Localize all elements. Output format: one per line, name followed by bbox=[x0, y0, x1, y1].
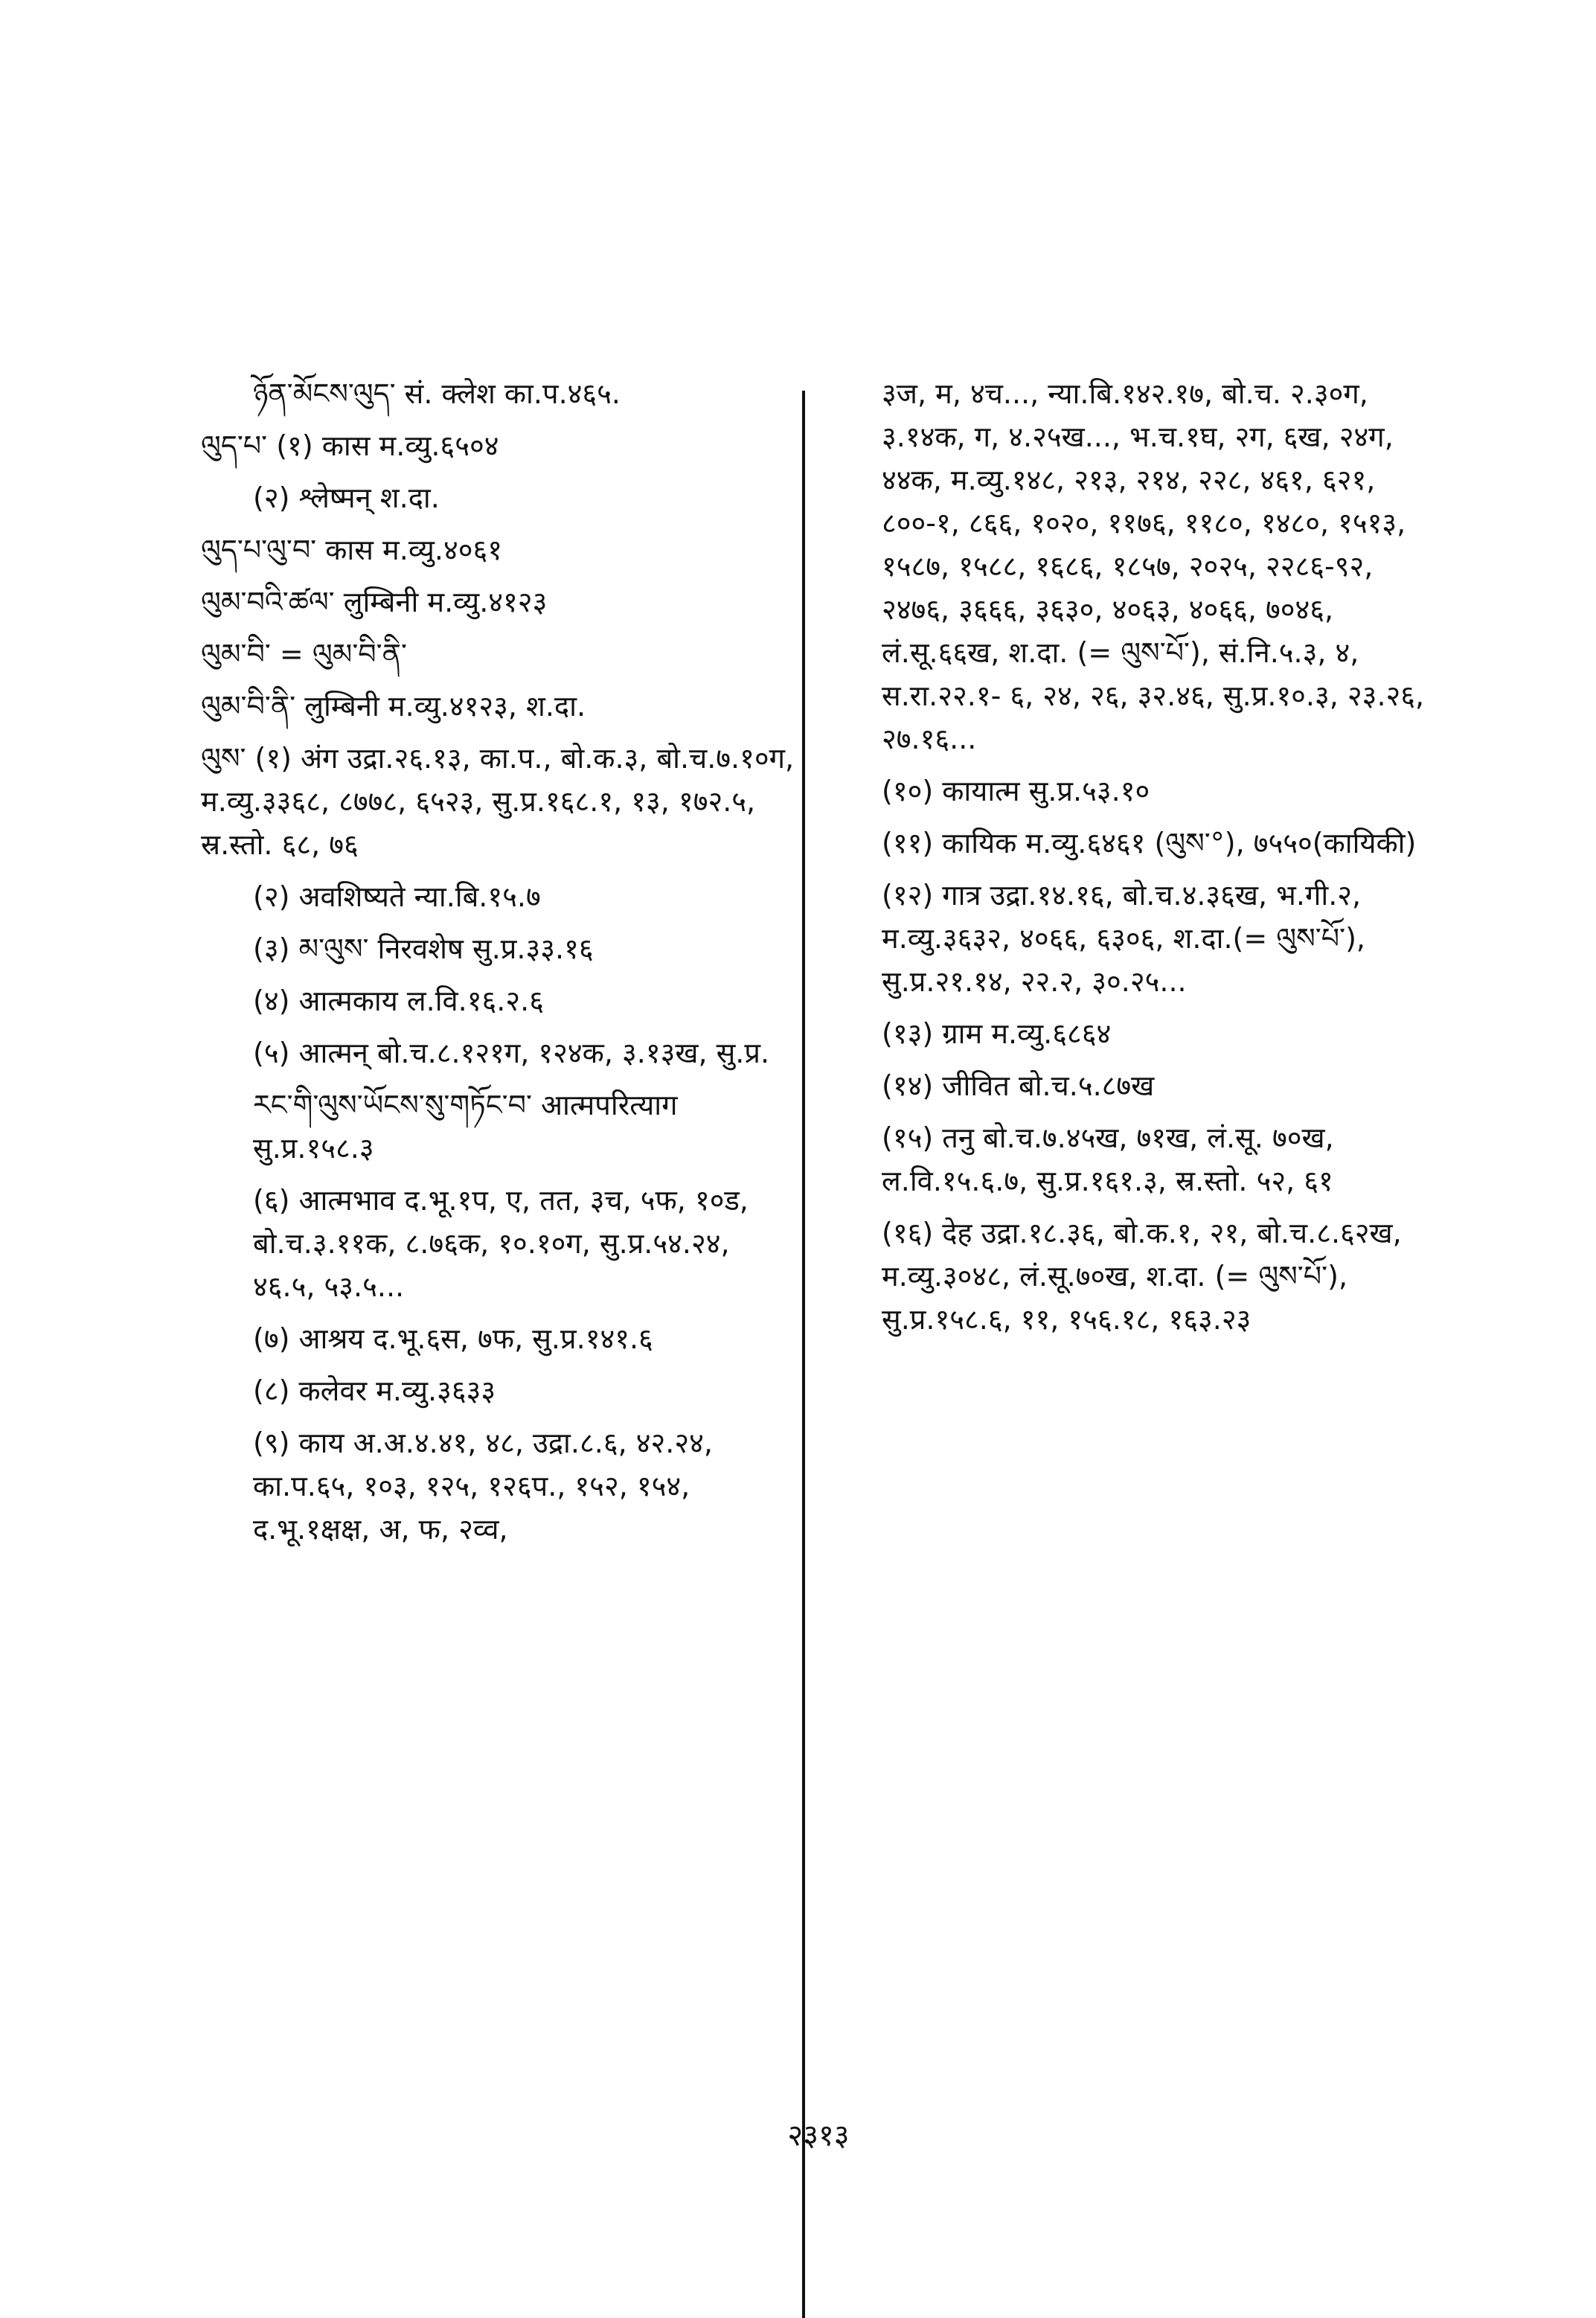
entry: (८) कलेवर म.व्यु.३६३३ bbox=[253, 1374, 496, 1407]
left-column bbox=[201, 372, 796, 1560]
entry: ལུམ་བི་ནི་ लुम्बिनी म.व्यु.४१२३, श.दा. bbox=[201, 690, 586, 723]
entry: (१५) तनु बो.च.७.४५ख, ७१ख, लं.सू. ७०ख, ल.वि.१५.६.७, सु.प्र.१६१.३, स्र.स्तो. ५२, ६१ bbox=[882, 1121, 1334, 1197]
entry: ३ज, म, ४च..., न्या.बि.१४२.१७, बो.च. २.३०ग, ३.१४क, ग, ४.२५ख..., भ.च.१घ, २ग, ६ख, २४ग, ४४क, म.व्यु.१४८, २१३, २१४, २२८, ४६१, ६२१, ८००-१, ८६६, १०२०, ११७६, ११८०, १४८०, १५१३, १५८७, १५८८, १६८६, १८५७, २०२५, २२८६-९२, २४७६, ३६६६, ३६३०, ४०६३, ४०६६, ७०४६, लं.सू.६६ख, श.दा. (= ལུས་པོ་), सं.नि.५.३, ४, स.रा.२२.१- ६, २४, २६, ३२.४६, सु.प्र.१०.३, २३.२६, २७.१६... bbox=[882, 377, 1425, 755]
entry: (४) आत्मकाय ल.वि.१६.२.६ bbox=[253, 984, 544, 1017]
entry: (१०) कायात्म सु.प्र.५३.१० bbox=[882, 775, 1150, 807]
right-column bbox=[882, 372, 1425, 1350]
entry: (१४) जीवित बो.च.५.८७ख bbox=[882, 1069, 1155, 1102]
entry: (२) श्लेष्मन् श.दा. bbox=[253, 481, 440, 514]
entry: (६) आत्मभाव द.भू.१प, ए, तत, ३च, ५फ, १०ड, बो.च.३.११क, ८.७६क, १०.१०ग, सु.प्र.५४.२४, ४६.५, ५३.५... bbox=[253, 1184, 749, 1303]
entry: (१३) ग्राम म.व्यु.६८६४ bbox=[882, 1017, 1112, 1050]
entry: (३) མ་ལུས་ निरवशेष सु.प्र.३३.१६ bbox=[253, 932, 594, 965]
entry: (२) अवशिष्यते न्या.बि.१५.७ bbox=[253, 880, 541, 913]
entry: (१६) देह उद्रा.१८.३६, बो.क.१, २१, बो.च.८.६२ख, म.व्यु.३०४८, लं.सू.७०ख, श.दा. (= ལུས་པོ་), सु.प्र.१५८.६, ११, १५६.१८, १६३.२३ bbox=[882, 1217, 1402, 1336]
entry: རང་གི་ལུས་ཡོངས་སུ་གཏོང་བ་ आत्मपरित्याग सु.प्र.१५८.३ bbox=[253, 1089, 678, 1165]
entry: ལུམ་བའི་ཚལ་ लुम्बिनी म.व्यु.४१२३ bbox=[201, 586, 548, 618]
entry: ལུད་པ་ལུ་བ་ कास म.व्यु.४०६१ bbox=[201, 534, 502, 566]
entry: (१२) गात्र उद्रा.१४.१६, बो.च.४.३६ख, भ.गी.२, म.व्यु.३६३२, ४०६६, ६३०६, श.दा.(= ལུས་པོ་), सु.प्र.२१.१४, २२.२, ३०.२५... bbox=[882, 879, 1365, 998]
entry: ལུས་ (१) अंग उद्रा.२६.१३, का.प., बो.क.३, बो.च.७.१०ग, म.व्यु.३३६८, ८७७८, ६५२३, सु.प्र.१६८.१, १३, १७२.५, स्र.स्तो. ६८, ७६ bbox=[201, 742, 795, 861]
entry: (५) आत्मन् बो.च.८.१२१ग, १२४क, ३.१३ख, सु.प्र. bbox=[253, 1037, 770, 1069]
entry: ལུམ་བི་ = ལུམ་བི་ནི་ bbox=[201, 638, 407, 670]
entry: (७) आश्रय द.भू.६स, ७फ, सु.प्र.१४१.६ bbox=[253, 1322, 653, 1355]
entry: (११) कायिक म.व्यु.६४६१ (ལུས་°), ७५५०(कायिकी) bbox=[882, 827, 1417, 859]
entry: (९) काय अ.अ.४.४१, ४८, उद्रा.८.६, ४२.२४, का.प.६५, १०३, १२५, १२६प., १५२, १५४, द.भू.१क्षक्ष, अ, फ, २व्व, bbox=[253, 1427, 713, 1546]
page-number: २३१३ bbox=[787, 2119, 850, 2153]
entry: ཉོན་མོངས་ལུད་ सं. क्लेश का.प.४६५. bbox=[253, 377, 621, 410]
column-divider bbox=[802, 391, 805, 2318]
entry: ལུད་པ་ (१) कास म.व्यु.६५०४ bbox=[201, 429, 499, 462]
